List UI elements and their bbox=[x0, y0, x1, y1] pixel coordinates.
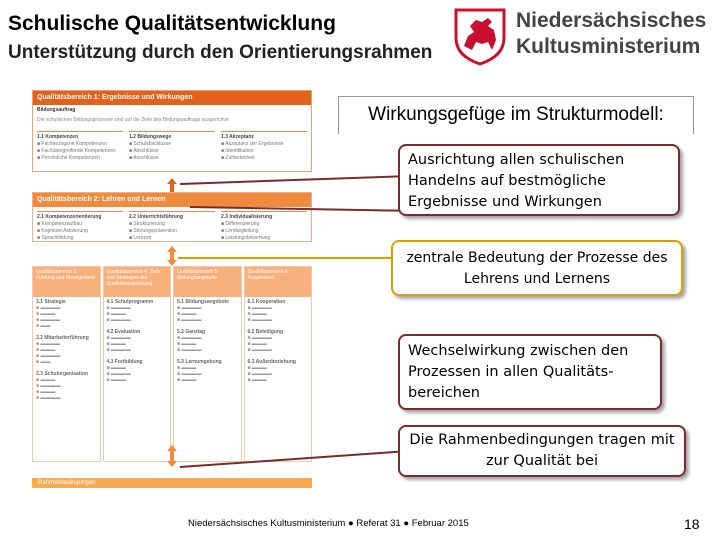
quality-area-column bbox=[244, 266, 313, 462]
q2-column: 2.1 Kompetenzorientierung ■ Kompetenzaufbau ■ Kognitive Aktivierung ■ Sprachbildung bbox=[37, 211, 123, 242]
column-body: 3.1 Strategie ■ ▬▬▬▬ ■ ▬▬▬ ■ ▬▬▬▬ ■ ▬▬ 3.2 Mitarbeiterführung ■ ▬▬▬▬ ■ ▬▬▬ ■ ▬▬▬▬ ■ ▬▬ 3.3 Schulorganisation ■ ▬▬▬ ■ ▬▬▬▬ ■ ▬▬▬ ■ ▬▬▬▬ bbox=[36, 299, 89, 401]
q1-column: 1.3 Akzeptanz ■ Akzeptanz der Ergebnisse ■ Identifikation ■ Zufriedenheit bbox=[221, 131, 307, 162]
q1-column: 1.2 Bildungswege ■ Schulabschlüsse ■ Abschlüsse ■ Anschlüsse bbox=[129, 131, 215, 162]
ministry-logo-text bbox=[516, 8, 706, 60]
double-arrow-icon bbox=[167, 445, 177, 467]
slide-title: Schulische Qualitätsentwicklung bbox=[8, 12, 336, 35]
impact-structure-heading: Wirkungsgefüge im Strukturmodell: bbox=[338, 96, 694, 134]
arrow-up-icon bbox=[167, 178, 177, 192]
quality-areas-3-6 bbox=[32, 266, 312, 462]
callout-framework-conditions: Die Rahmenbedingungen tragen mit zur Qualität bei bbox=[398, 425, 686, 477]
quality-area-1-text: Die schulischen Bildungsprozesse sind auf die Ziele des Bildungsauftrags ausgerichtet bbox=[37, 117, 229, 123]
quality-area-2-columns bbox=[37, 211, 307, 242]
footer-text: Niedersächsisches Kultusministerium ● Referat 31 ● Februar 2015 bbox=[188, 518, 469, 529]
q1-column: 1.1 Kompetenzen ■ Fachbezogene Kompetenzen ■ Fachübergreifende Kompetenzen ■ Persönliche Kompetenzen bbox=[37, 131, 123, 162]
callout-interaction: Wechselwirkung zwischen den Prozessen in allen Qualitäts-bereichen bbox=[398, 334, 662, 410]
column-body: 5.1 Bildungsangebote ■ ▬▬▬▬ ■ ▬▬▬ ■ ▬▬▬▬ 5.2 Ganztag ■ ▬▬▬▬ ■ ▬▬▬ ■ ▬▬▬▬ 5.3 Lernumgebung ■ ▬▬▬ ■ ▬▬▬▬ ■ ▬▬▬ bbox=[177, 299, 229, 383]
column-head: Qualitätsbereich 3: Führung und Management bbox=[33, 267, 100, 297]
orientation-frame-diagram bbox=[32, 90, 312, 490]
niedersachsen-horse-logo bbox=[452, 6, 508, 66]
logo-line-1: Niedersächsisches bbox=[516, 9, 707, 32]
quality-area-1-columns bbox=[37, 131, 307, 162]
column-head: Qualitätsbereich 4: Ziele und Strategien der Qualitätsentwicklung bbox=[104, 267, 171, 297]
callout-results: Ausrichtung allen schulischen Handelns auf bestmögliche Ergebnisse und Wirkungen bbox=[398, 144, 680, 216]
q2-column: 2.3 Individualisierung ■ Differenzierung ■ Lernbegleitung ■ Leistungsbewertung bbox=[221, 211, 307, 242]
column-head: Qualitätsbereich 6: Kooperation bbox=[245, 267, 312, 297]
quality-area-1 bbox=[32, 90, 312, 172]
callout-teaching-learning: zentrale Bedeutung der Prozesse des Lehrens und Lernens bbox=[391, 240, 683, 296]
q2-column: 2.2 Unterrichtsführung ■ Strukturierung ■ Störungsprävention ■ Lernzeit bbox=[129, 211, 215, 242]
quality-area-1-title: Qualitätsbereich 1: Ergebnisse und Wirkungen bbox=[33, 91, 311, 105]
quality-area-column bbox=[32, 266, 101, 462]
slide-subtitle: Unterstützung durch den Orientierungsrahmen bbox=[8, 42, 433, 63]
column-head: Qualitätsbereich 5: Bildungsangebote bbox=[174, 267, 241, 297]
double-arrow-icon bbox=[167, 246, 177, 266]
quality-area-2-title: Qualitätsbereich 2: Lehren und Lernen bbox=[33, 193, 311, 207]
page-number: 18 bbox=[684, 516, 700, 532]
quality-area-1-subhead: Bildungsauftrag bbox=[37, 107, 76, 113]
quality-area-column bbox=[173, 266, 242, 462]
column-body: 6.1 Kooperation ■ ▬▬▬▬ ■ ▬▬▬ ■ ▬▬▬▬ 6.2 Beteiligung ■ ▬▬▬▬ ■ ▬▬▬ ■ ▬▬▬▬ 6.3 Außenbeziehung ■ ▬▬▬ ■ ▬▬▬▬ ■ ▬▬▬ bbox=[247, 299, 296, 383]
column-body: 4.1 Schulprogramm ■ ▬▬▬▬ ■ ▬▬▬ ■ ▬▬▬▬ 4.2 Evaluation ■ ▬▬▬▬ ■ ▬▬▬ ■ ▬▬▬▬ 4.3 Fortbildung ■ ▬▬▬ ■ ▬▬▬▬ ■ ▬▬▬ bbox=[106, 299, 154, 383]
quality-area-2 bbox=[32, 192, 312, 242]
framework-conditions-bar: Rahmenbedingungen bbox=[32, 478, 312, 488]
logo-line-2: Kultusministerium bbox=[516, 35, 701, 58]
quality-area-column bbox=[103, 266, 172, 462]
callout-pointer bbox=[178, 257, 392, 259]
